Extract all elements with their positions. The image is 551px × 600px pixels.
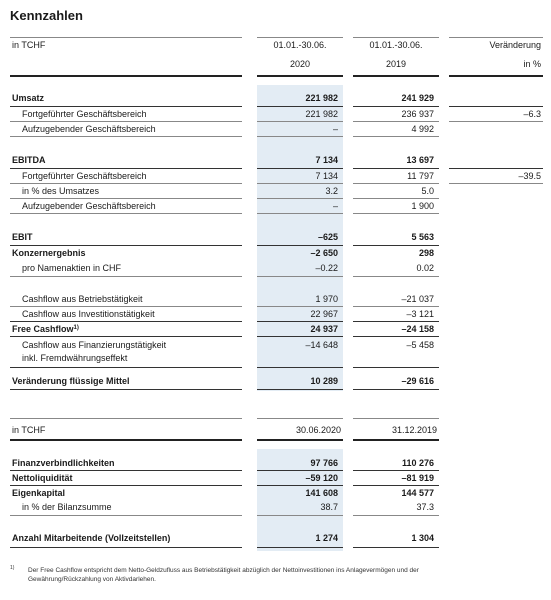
table-row: Konzernergebnis –2 650 298 — [12, 248, 434, 258]
header-period-2019: 01.01.-30.06. — [369, 40, 423, 50]
table-row: Fortgeführter Geschäftsbereich 221 982 236 937 –6.3 — [22, 109, 541, 119]
table-row: in % des Umsatzes 3.2 5.0 — [22, 186, 434, 196]
header-unit-label: in TCHF — [12, 40, 46, 50]
table-row: in % der Bilanzsumme 38.7 37.3 — [22, 502, 434, 512]
table-row: Aufzugebender Geschäftsbereich – 4 992 — [22, 124, 434, 134]
page-title: Kennzahlen — [10, 8, 83, 23]
table-row: EBITDA 7 134 13 697 — [12, 155, 434, 165]
table-row: Fortgeführter Geschäftsbereich 7 134 11 797 –39.5 — [22, 171, 541, 181]
table-row: Umsatz 221 982 241 929 — [12, 93, 434, 103]
header-date-current: 30.06.2020 — [295, 425, 341, 435]
footnote-text: Der Free Cashflow entspricht dem Netto-Geldzufluss aus Betriebstätigkeit abzüglich der Nettoinvestitionen ins Anlagevermögen und der Gewährung/Rückzahlung von Aktivdarlehen. — [28, 567, 419, 583]
footnote — [10, 566, 490, 584]
header-year-2020: 2020 — [289, 59, 311, 69]
header-date-previous: 31.12.2019 — [391, 425, 437, 435]
table-row: Anzahl Mitarbeitende (Vollzeitstellen) 1 274 1 304 — [12, 533, 434, 543]
header-unit-label: in TCHF — [12, 425, 46, 435]
balance-sheet-table — [10, 0, 543, 600]
header-period-2020: 01.01.-30.06. — [273, 40, 327, 50]
footnote-marker: 1) — [73, 325, 79, 331]
header-change: Veränderung — [489, 40, 541, 50]
header-change-unit: in % — [523, 59, 541, 69]
table-row: Nettoliquidität –59 120 –81 919 — [12, 473, 434, 483]
table-row: Free Cashflow$^{1)}$ 24 937 –24 158 — [12, 324, 434, 334]
table-row: Aufzugebender Geschäftsbereich – 1 900 — [22, 201, 434, 211]
table-row: Cashflow aus Investitionstätigkeit 22 967 –3 121 — [22, 309, 434, 319]
table-row: pro Namenaktien in CHF –0.22 0.02 — [22, 263, 434, 273]
table-row: Eigenkapital 141 608 144 577 — [12, 488, 434, 498]
table-row: inkl. Fremdwährungseffekt — [22, 353, 128, 363]
header-year-2019: 2019 — [385, 59, 407, 69]
table-row: Veränderung flüssige Mittel 10 289 –29 616 — [12, 376, 434, 386]
table-row: Finanzverbindlichkeiten 97 766 110 276 — [12, 458, 434, 468]
table-row: EBIT –625 5 563 — [12, 232, 434, 242]
table-row: Cashflow aus Betriebstätigkeit 1 970 –21 037 — [22, 294, 434, 304]
footnote-marker: 1) — [10, 565, 15, 571]
table-row: Cashflow aus Finanzierungstätigkeit –14 648 –5 458 — [22, 340, 434, 350]
table-header — [10, 425, 543, 439]
